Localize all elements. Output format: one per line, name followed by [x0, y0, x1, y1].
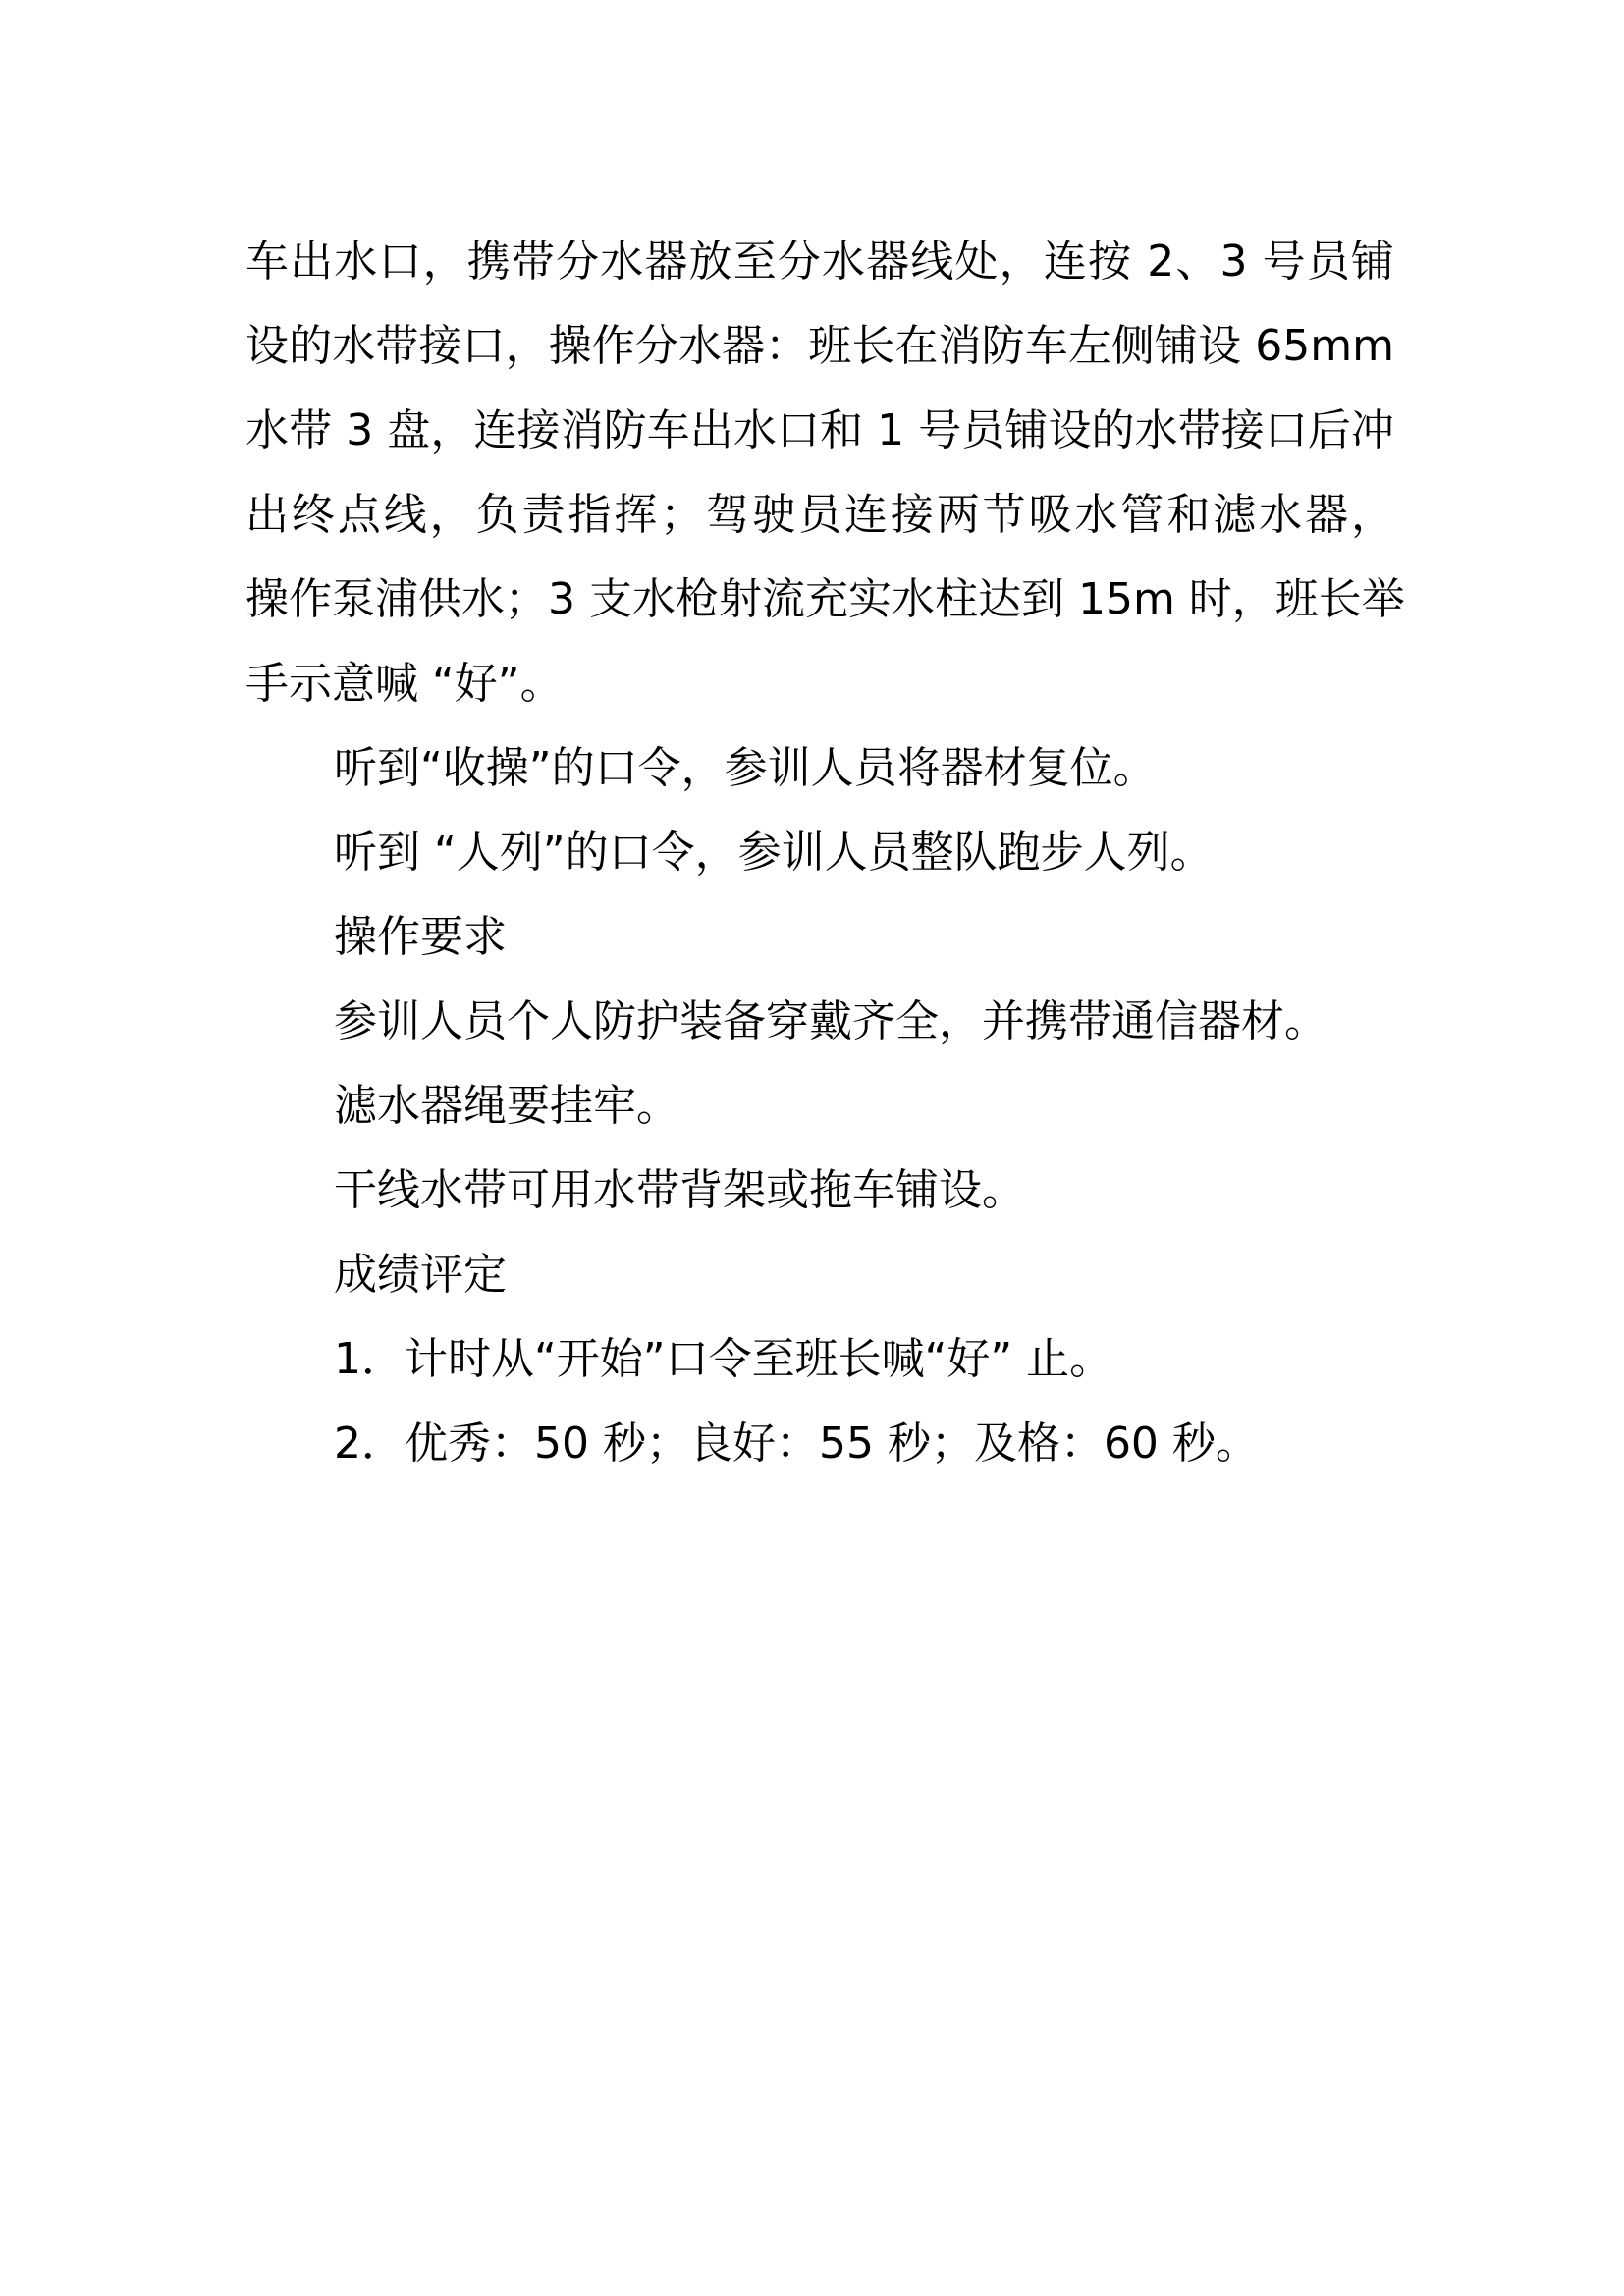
paragraph-line: 操作泵浦供水；3 支水枪射流充实水柱达到 15m 时，班长举 [245, 574, 1405, 624]
paragraph-line: 出终点线，负责指挥；驾驶员连接两节吸水管和滤水器， [245, 490, 1394, 540]
paragraph-line: 设的水带接口，操作分水器：班长在消防车左侧铺设 65mm [245, 321, 1394, 371]
procedure-paragraph [245, 220, 1405, 726]
requirement-item: 滤水器绳要挂牢。 [334, 1081, 679, 1131]
requirement-item: 参训人员个人防护装备穿戴齐全，并携带通信器材。 [334, 996, 1327, 1046]
paragraph-line: 手示意喊 “好”。 [245, 659, 564, 709]
requirement-item: 干线水带可用水带背架或拖车铺设。 [334, 1165, 1025, 1215]
paragraph-line: 水带 3 盘，连接消防车出水口和 1 号员铺设的水带接口后冲 [245, 405, 1394, 455]
evaluation-item: 1．计时从“开始”口令至班长喊“好” 止。 [334, 1334, 1113, 1384]
evaluation-item: 2．优秀：50 秒；良好：55 秒；及格：60 秒。 [334, 1418, 1259, 1468]
instruction-line: 听到“收操”的口令，参训人员将器材复位。 [334, 743, 1157, 793]
evaluation-heading: 成绩评定 [334, 1250, 507, 1300]
instruction-line: 听到 “人列”的口令，参训人员整队跑步人列。 [334, 828, 1214, 878]
paragraph-line: 车出水口，携带分水器放至分水器线处，连按 2、3 号员铺 [245, 237, 1394, 287]
requirements-heading: 操作要求 [334, 912, 507, 962]
document-page [245, 220, 1405, 1486]
